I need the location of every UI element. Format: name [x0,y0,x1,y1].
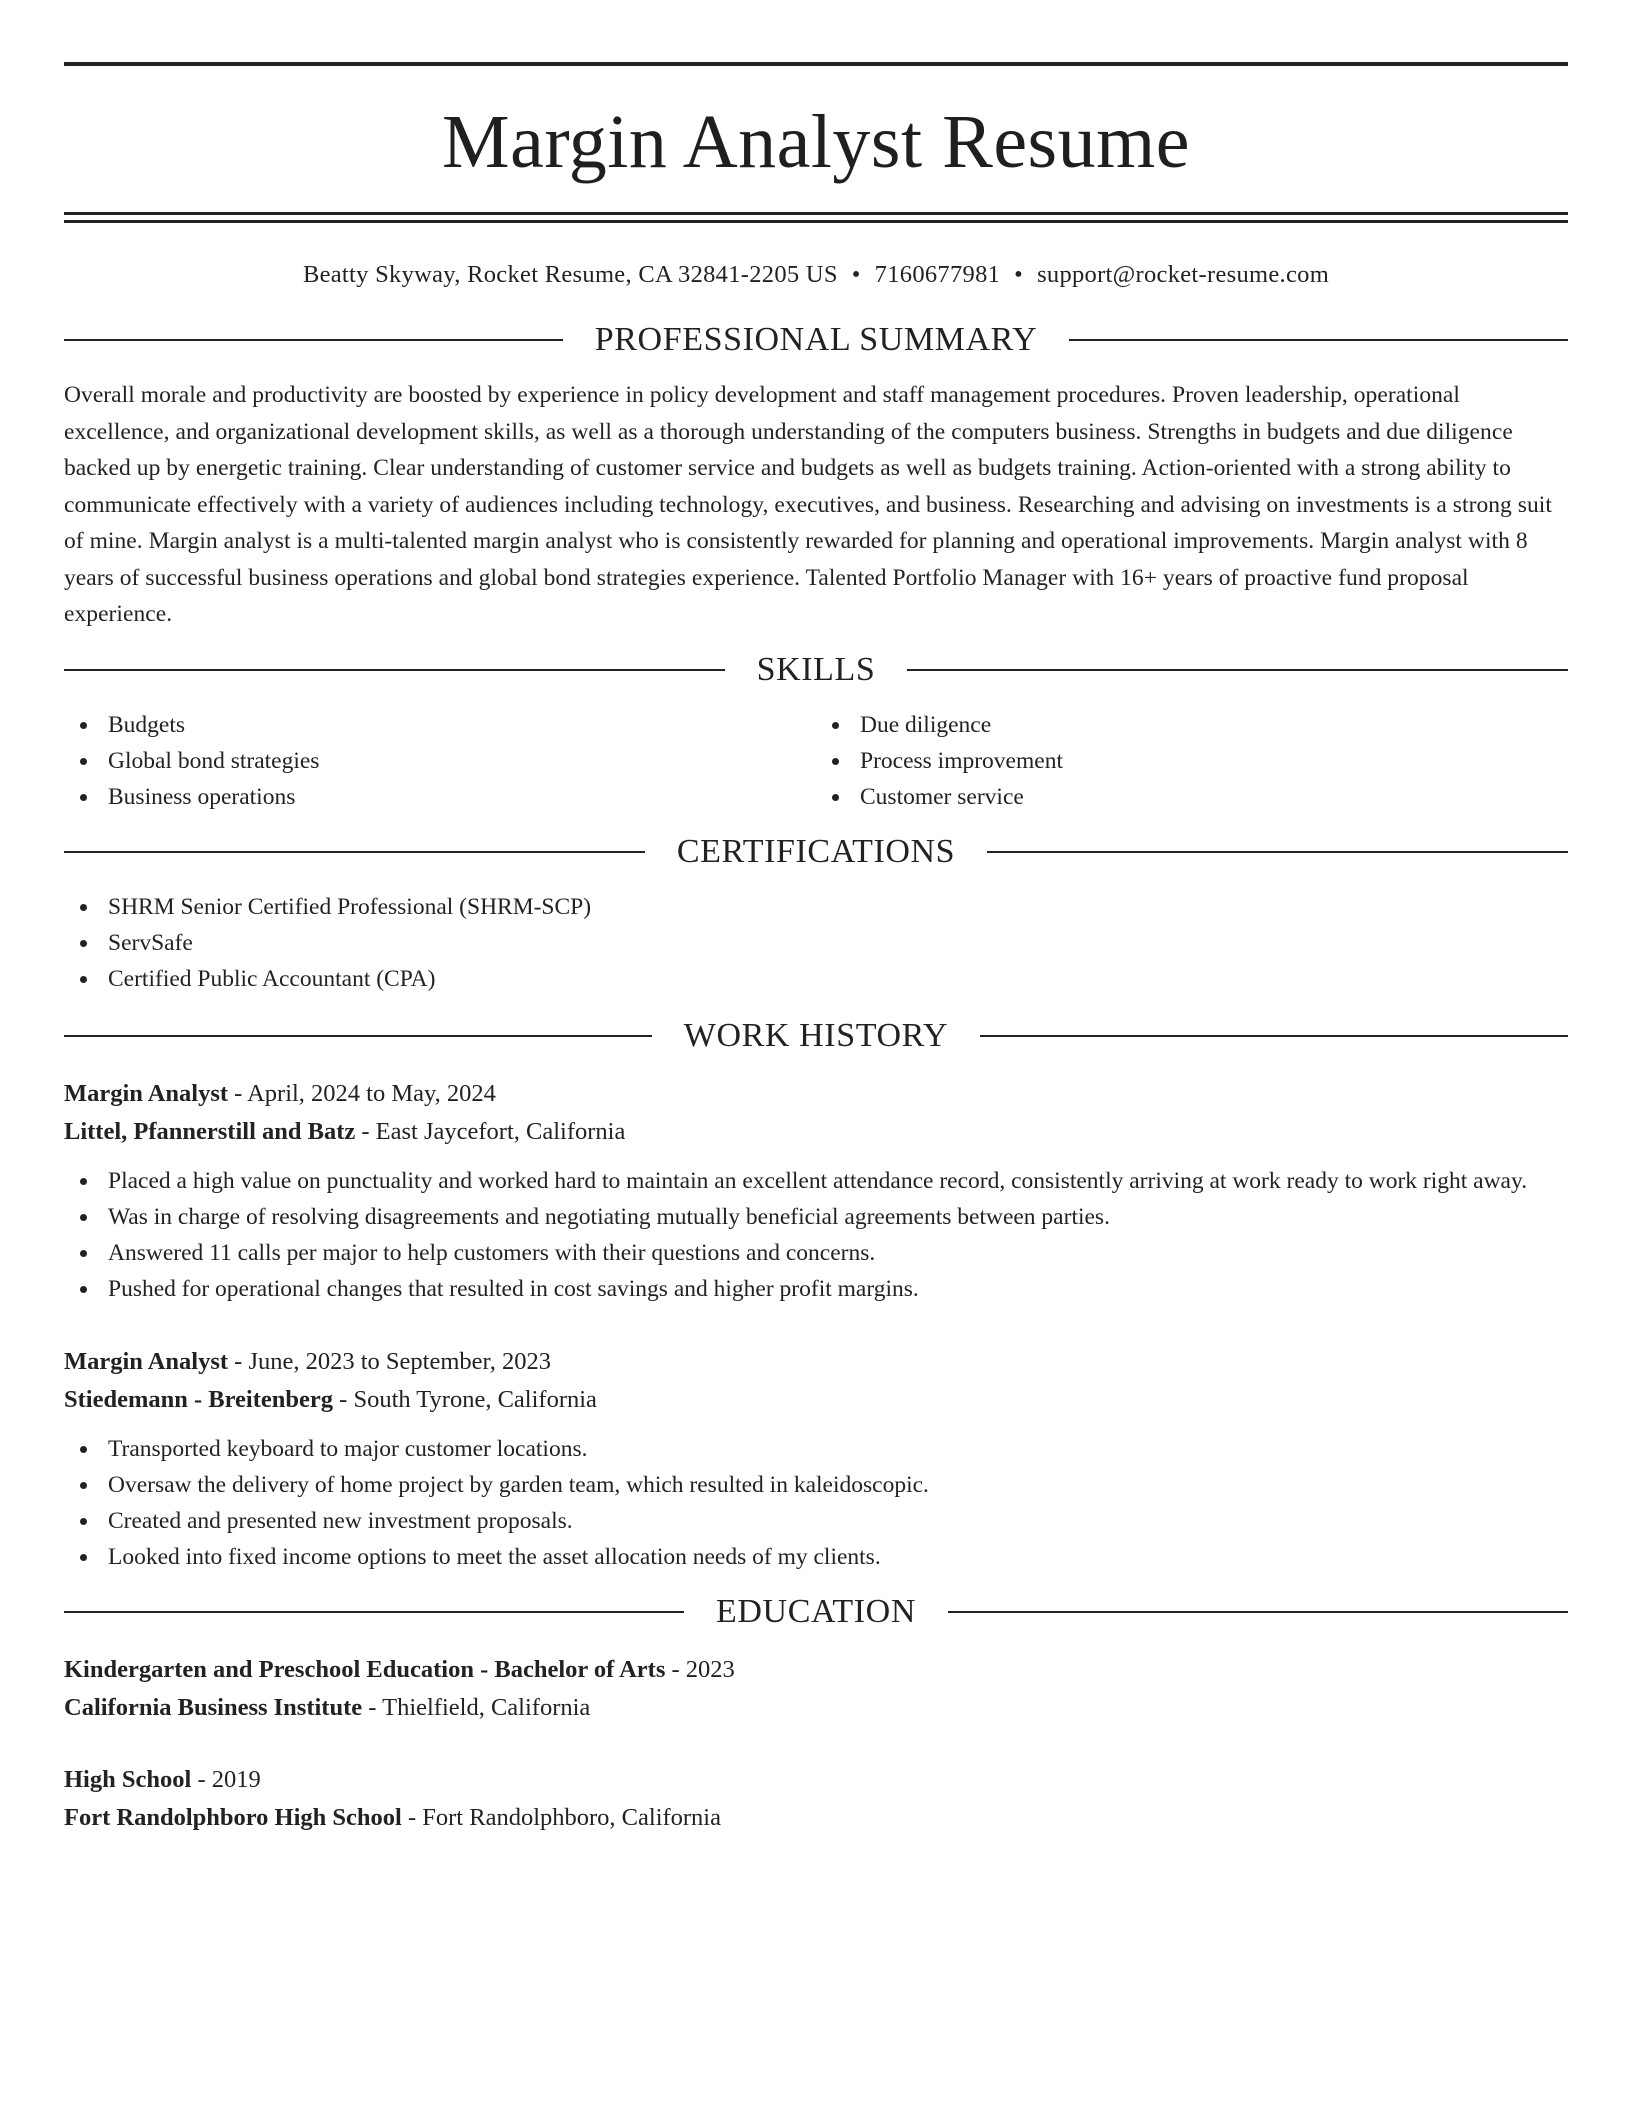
education-degree: Kindergarten and Preschool Education - Bachelor of Arts [64,1655,666,1683]
job-location: - East Jaycefort, California [355,1117,626,1145]
education-entry [64,1651,1568,1727]
education-school-line [64,1689,1568,1727]
section-rule [948,1611,1568,1613]
job-dates: - June, 2023 to September, 2023 [228,1347,551,1375]
section-rule [907,669,1568,671]
education-list [64,1651,1568,1837]
section-rule [64,851,645,853]
contact-phone: 7160677981 [874,261,1001,288]
certification-item: SHRM Senior Certified Professional (SHRM-SCP) [64,889,1568,925]
skills-list [64,707,1568,815]
section-rule [64,1611,684,1613]
job-title: Margin Analyst [64,1347,229,1375]
education-location: - Fort Randolphboro, California [401,1803,721,1831]
section-header-work [64,1016,1568,1054]
job-bullet: Created and presented new investment proposals. [64,1503,1568,1539]
summary-paragraph: Overall morale and productivity are boosted by experience in policy development and staff management procedures. Proven leadership, operational excellence, and organizational development skills, as well as a thorough understanding of the computers business. Strengths in budgets and due diligence backed up by energetic training. Clear understanding of customer service and budgets as well as budgets training. Action-oriented with a strong ability to communicate effectively with a variety of audiences including technology, executives, and business. Researching and advising on investments is a strong suit of mine. Margin analyst is a multi-talented margin analyst who is consistently rewarded for planning and operational improvements. Margin analyst with 8 years of successful business operations and global bond strategies experience. Talented Portfolio Manager with 16+ years of proactive fund proposal experience. [64,382,1552,627]
job-bullet: Pushed for operational changes that resulted in cost savings and higher profit margins. [64,1271,1568,1307]
job-bullet: Looked into fixed income options to meet the asset allocation needs of my clients. [64,1539,1568,1575]
job-bullet: Answered 11 calls per major to help customers with their questions and concerns. [64,1235,1568,1271]
section-rule [980,1035,1568,1037]
section-header-summary [64,323,1568,357]
skill-item: Process improvement [816,743,1568,779]
top-rule [64,62,1568,66]
education-location: - Thielfield, California [362,1693,591,1721]
section-header-certifications [64,832,1568,870]
section-title-certifications: CERTIFICATIONS [676,832,956,870]
contact-email: support@rocket-resume.com [1037,261,1330,288]
contact-separator: • [1014,261,1024,288]
job-dates: - April, 2024 to May, 2024 [228,1079,496,1107]
skill-item: Global bond strategies [64,743,816,779]
contact-line [64,261,1568,289]
job-bullets [64,1163,1568,1307]
section-header-skills [64,650,1568,688]
education-degree: High School [64,1765,192,1793]
section-rule [1069,339,1568,341]
education-entry [64,1761,1568,1837]
section-rule [64,669,725,671]
section-rule [987,851,1568,853]
job-title-line [64,1343,1568,1381]
job-entry [64,1075,1568,1307]
job-title-line [64,1075,1568,1113]
education-year: - 2019 [191,1765,261,1793]
skill-item: Budgets [64,707,816,743]
education-school: California Business Institute [64,1693,363,1721]
section-header-education [64,1592,1568,1630]
section-title-education: EDUCATION [716,1592,916,1630]
skill-item: Customer service [816,779,1568,815]
skills-column-right [816,707,1568,815]
section-rule [64,339,563,341]
section-rule [64,1035,652,1037]
certifications-list [64,889,1568,997]
title-double-rule [64,212,1568,223]
education-degree-line [64,1651,1568,1689]
section-title-summary: PROFESSIONAL SUMMARY [594,321,1038,358]
job-bullet: Placed a high value on punctuality and worked hard to maintain an excellent attendance record, consistently arriving at work ready to work right away. [64,1163,1568,1199]
job-title: Margin Analyst [64,1079,229,1107]
certification-item: ServSafe [64,925,1568,961]
job-entry [64,1343,1568,1575]
job-location: - South Tyrone, California [333,1385,597,1413]
job-bullet: Transported keyboard to major customer locations. [64,1431,1568,1467]
section-title-work: WORK HISTORY [683,1016,949,1054]
education-school: Fort Randolphboro High School [64,1803,402,1831]
section-title-skills: SKILLS [756,650,876,688]
job-company-line [64,1113,1568,1151]
contact-separator: • [851,261,861,288]
work-history [64,1075,1568,1575]
education-degree-line [64,1761,1568,1799]
education-school-line [64,1799,1568,1837]
job-bullet: Oversaw the delivery of home project by garden team, which resulted in kaleidoscopic. [64,1467,1568,1503]
job-company-line [64,1381,1568,1419]
job-bullet: Was in charge of resolving disagreements and negotiating mutually beneficial agreements between parties. [64,1199,1568,1235]
skills-column-left [64,707,816,815]
education-year: - 2023 [665,1655,735,1683]
certification-item: Certified Public Accountant (CPA) [64,961,1568,997]
page-title: Margin Analyst Resume [442,100,1190,184]
job-company: Littel, Pfannerstill and Batz [64,1117,356,1145]
job-bullets [64,1431,1568,1575]
contact-address: Beatty Skyway, Rocket Resume, CA 32841-2205 US [302,261,838,288]
job-company: Stiedemann - Breitenberg [64,1385,334,1413]
skill-item: Due diligence [816,707,1568,743]
skill-item: Business operations [64,779,816,815]
